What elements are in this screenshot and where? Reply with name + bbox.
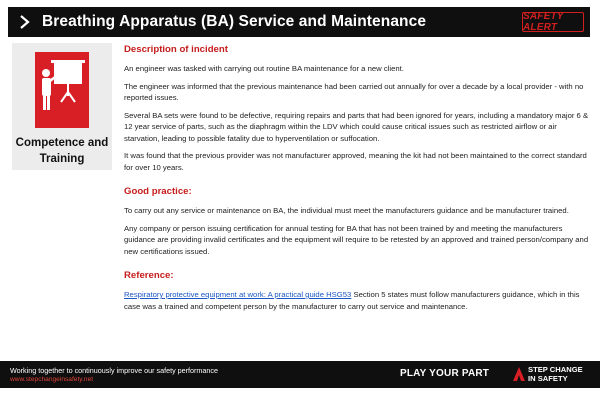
play-your-part-label: PLAY YOUR PART (400, 368, 490, 379)
reference-heading: Reference: (124, 270, 174, 281)
good-practice-heading: Good practice: (124, 186, 192, 197)
safety-alert-badge: SAFETY ALERT (522, 12, 584, 32)
step-change-logo-icon (512, 365, 526, 388)
incident-paragraph: The engineer was informed that the previous maintenance had been carried out annually for over a decade by a local provider - with no reported issues. (124, 81, 584, 102)
reference-link[interactable]: Respiratory protective equipment at work: A practical guide HSG53 (124, 290, 352, 299)
good-practice-paragraph: Any company or person issuing certification for annual testing for BA that has not been trained by and meeting the manufacturers guidance are providing invalid certificates and the equipment will require to be retested by an approved and trained person/company and new certifications issued. (124, 223, 589, 256)
incident-paragraph: Several BA sets were found to be defective, requiring repairs and parts that had been ignored for years, including a mandatory major 6 & 12 year service of parts, such as the diaphragm within the LDV which could cause critical issues such as restricted airflow or air starvation, leading to possible fatality due to hyperventilation or suffocation. (124, 110, 589, 143)
incident-heading: Description of incident (124, 44, 228, 55)
alert-content (124, 44, 592, 318)
reference-paragraph (124, 289, 592, 312)
incident-paragraph: An engineer was tasked with carrying out routine BA maintenance for a new client. (124, 64, 404, 73)
category-panel (12, 43, 112, 170)
page-title: Breathing Apparatus (BA) Service and Maintenance (42, 13, 427, 30)
step-change-logo-text: STEP CHANGE IN SAFETY (528, 365, 583, 383)
incident-paragraph: It was found that the previous provider was not manufacturer approved, meaning the kit had not been maintained to the correct standard for over 10 years. (124, 151, 587, 172)
header-bar (8, 7, 590, 37)
good-practice-paragraph: To carry out any service or maintenance on BA, the individual must meet the manufacturers guidance and be manufacturer trained. (124, 206, 569, 215)
chevron-right-icon (8, 7, 42, 37)
reference-text: Section 5 states must follow manufacturers guidance, which in this case was a trained and competent person by the manufacturer to carry out service and maintenance. (124, 290, 580, 311)
footer-tagline: Working together to continuously improve our safety performance (10, 366, 219, 375)
presentation-board-icon (35, 52, 89, 133)
footer-bar (0, 361, 600, 388)
footer-website-link[interactable]: www.stepchangeinsafety.net (10, 376, 94, 383)
category-label: Competence and Training (15, 137, 109, 165)
